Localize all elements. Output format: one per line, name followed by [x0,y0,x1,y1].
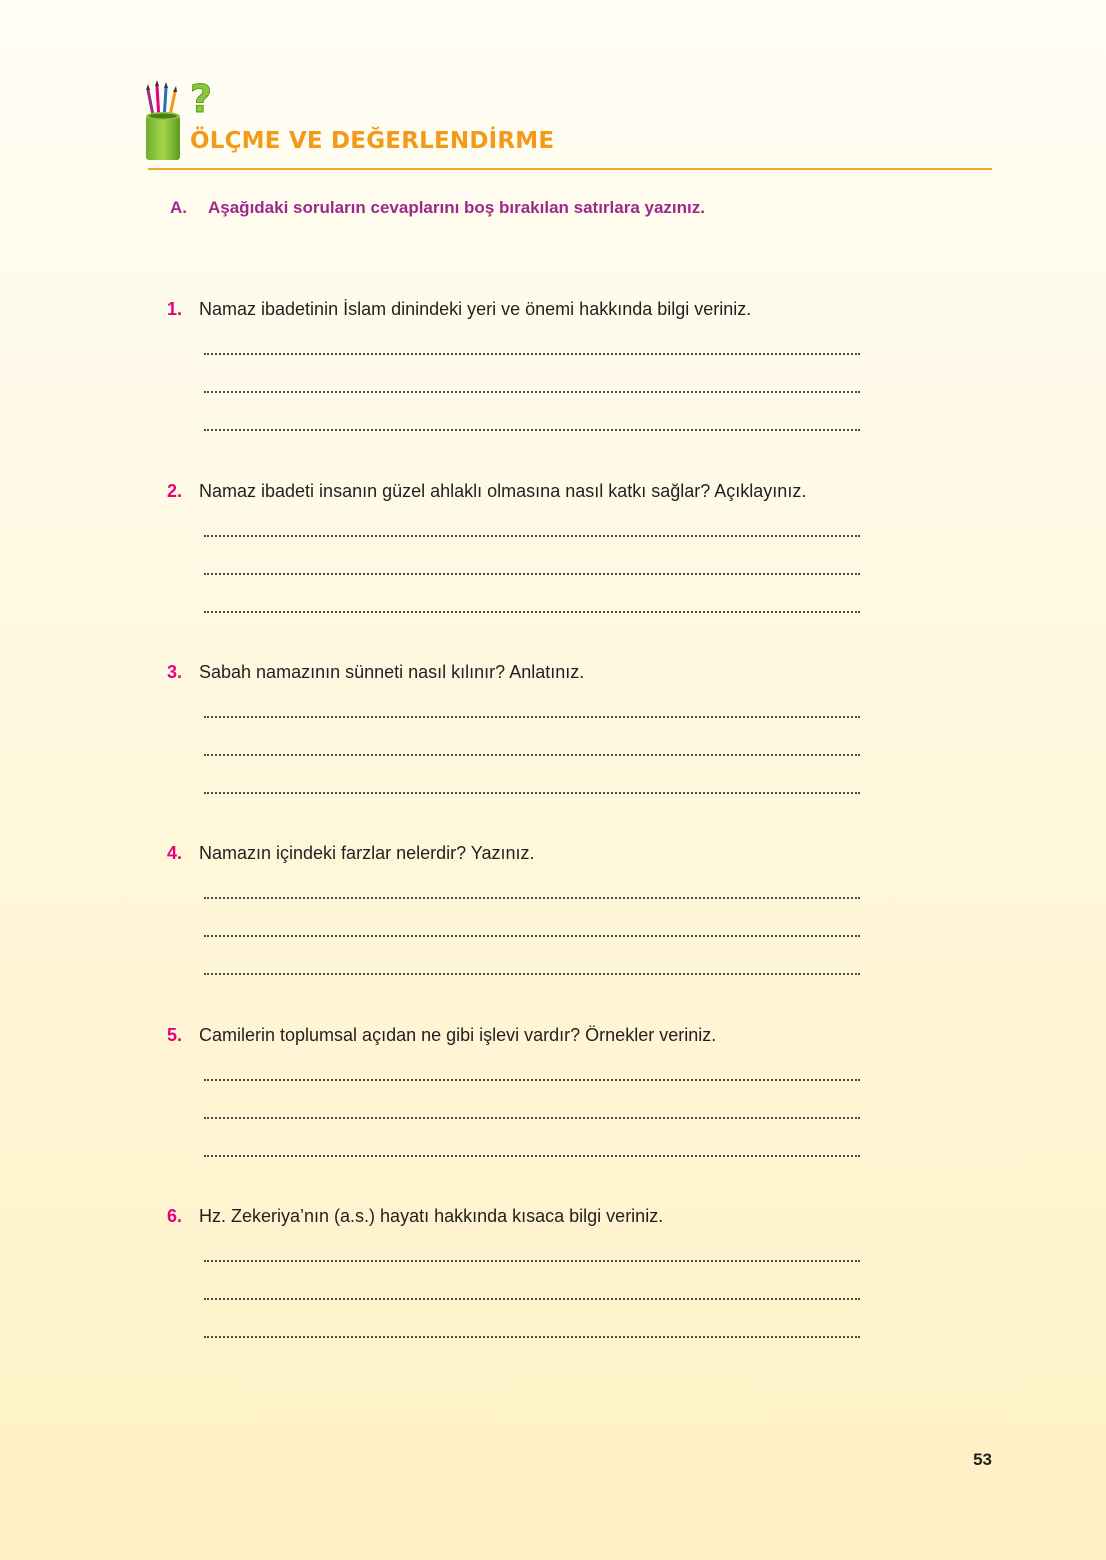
question-number: 2. [167,481,183,501]
answer-line[interactable] [204,503,860,537]
question-1 [167,297,927,431]
question-number: 1. [167,299,183,319]
header-divider [148,168,992,170]
question-number: 6. [167,1206,183,1226]
svg-text:?: ? [190,77,213,121]
page-title: ÖLÇME VE DEĞERLENDİRME [190,128,555,154]
section-letter: A. [170,198,187,217]
question-number: 4. [167,843,183,863]
question-2 [167,479,927,613]
question-text: Hz. Zekeriya’nın (a.s.) hayatı hakkında kısaca bilgi veriniz. [199,1206,664,1226]
question-number: 3. [167,662,183,682]
section-instruction [170,198,705,218]
question-6 [167,1204,927,1338]
answer-line[interactable] [204,899,860,937]
question-text: Sabah namazının sünneti nasıl kılınır? Anlatınız. [199,662,585,682]
page-number: 53 [973,1450,992,1469]
answer-line[interactable] [204,1081,860,1119]
answer-line[interactable] [204,393,860,431]
question-text: Namaz ibadetinin İslam dinindeki yeri ve önemi hakkında bilgi veriniz. [199,299,752,319]
question-text: Namazın içindeki farzlar nelerdir? Yazınız. [199,843,535,863]
question-4 [167,841,927,975]
answer-line[interactable] [204,537,860,575]
question-3 [167,660,927,794]
question-5 [167,1023,927,1157]
answer-line[interactable] [204,1228,860,1262]
answer-line[interactable] [204,1262,860,1300]
question-text: Namaz ibadeti insanın güzel ahlaklı olmasına nasıl katkı sağlar? Açıklayınız. [199,481,807,501]
answer-line[interactable] [204,718,860,756]
answer-line[interactable] [204,756,860,794]
answer-line[interactable] [204,575,860,613]
answer-line[interactable] [204,684,860,718]
answer-line[interactable] [204,1300,860,1338]
answer-line[interactable] [204,865,860,899]
answer-line[interactable] [204,1047,860,1081]
answer-line[interactable] [204,355,860,393]
question-text: Camilerin toplumsal açıdan ne gibi işlevi vardır? Örnekler veriniz. [199,1025,717,1045]
question-number: 5. [167,1025,183,1045]
answer-line[interactable] [204,321,860,355]
answer-line[interactable] [204,937,860,975]
answer-line[interactable] [204,1119,860,1157]
instruction-text: Aşağıdaki soruların cevaplarını boş bırakılan satırlara yazınız. [208,198,705,217]
